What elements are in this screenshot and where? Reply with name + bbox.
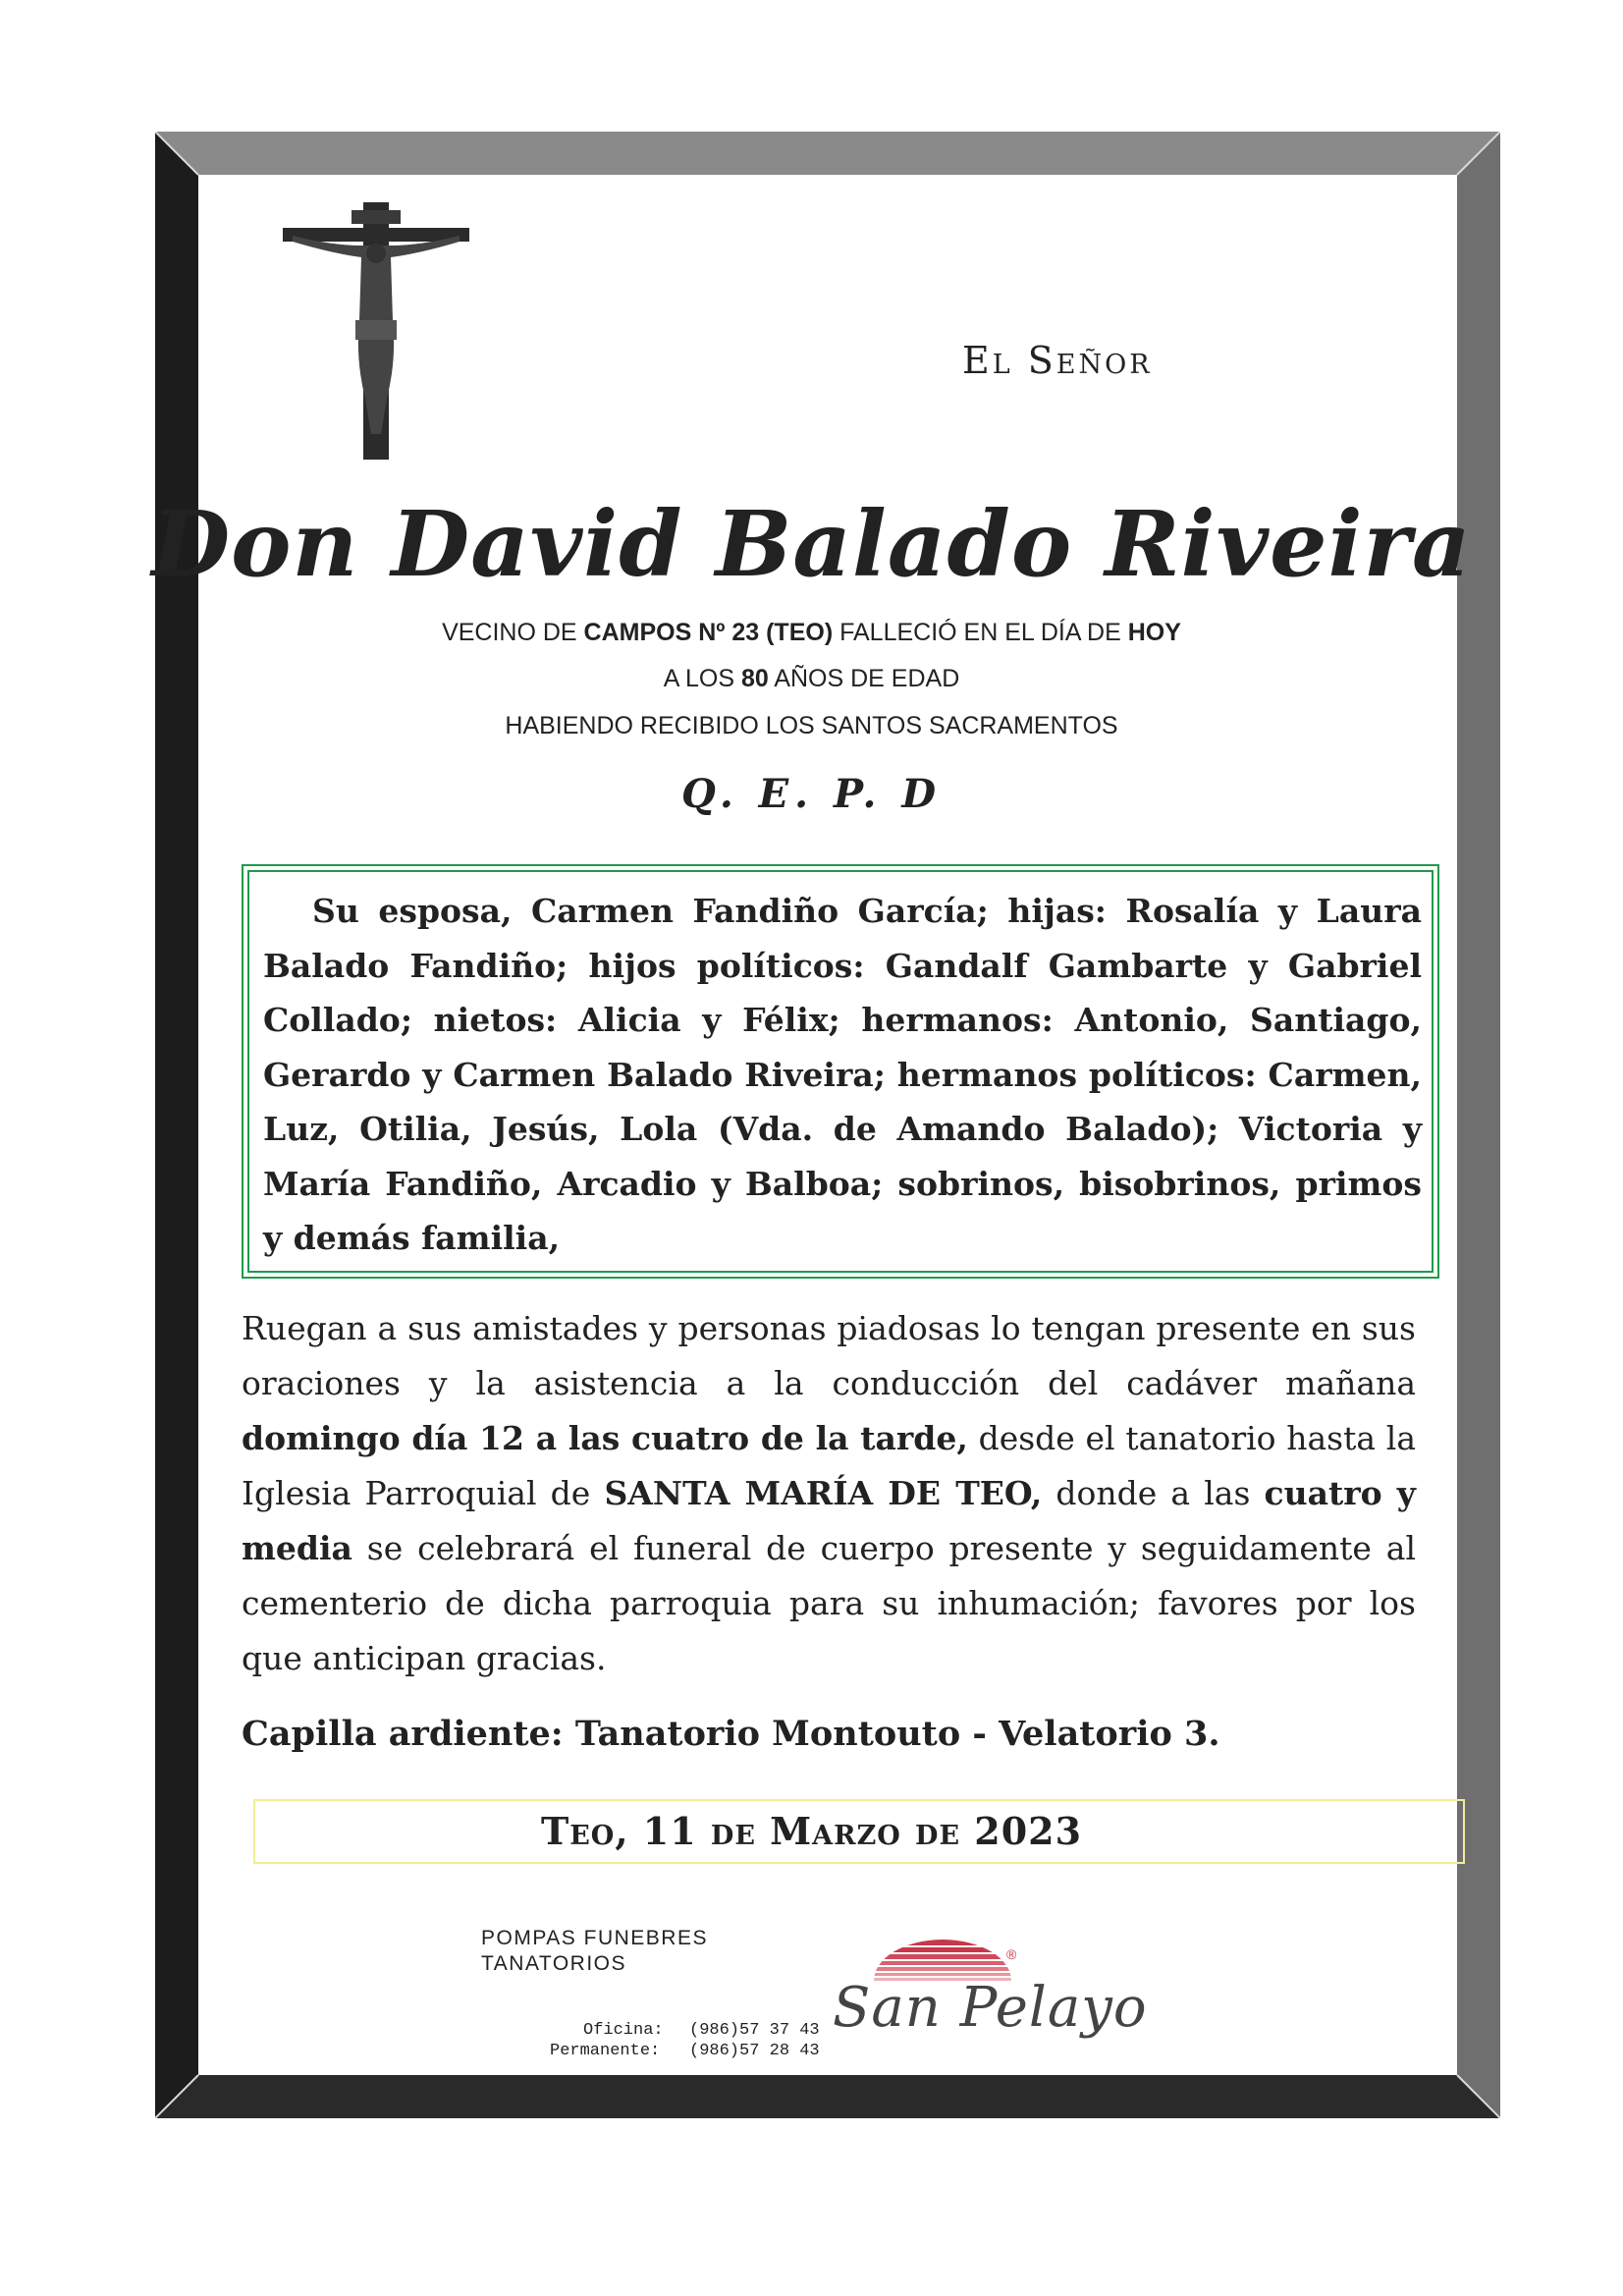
info-line-residence: VECINO DE CAMPOS Nº 23 (TEO) FALLECIÓ EN EL DÍA DE HOY [442,619,1181,646]
company-line2: TANATORIOS [481,1952,627,1975]
date-text: Teo, 11 de Marzo de 2023 [540,1809,1083,1853]
permanent-label: Permanente: [550,2042,661,2060]
logo-text: San Pelayo [833,1976,1148,2040]
heading-title: El Señor [962,339,1153,382]
crucifix-icon [283,202,469,460]
family-text: Su esposa, Carmen Fandiño García; hijas: Rosalía y Laura Balado Fandiño; hijos políticos: Gandalf Gambarte y Gabriel Collado; nietos: Alicia y Félix; hermanos: Antonio, Santiago, Gerardo y Carmen Balado Riveira; hermanos políticos: Carmen, Luz, Otilia, Jesús, Lola (Vda. de Amando Balado); Victoria y María Fandiño, Arcadio y Balboa; sobrinos, bisobrinos, primos y demás familia, [263,892,1422,1257]
permanent-phone: (986)57 28 43 [689,2042,820,2060]
registered-mark: ® [1006,1946,1017,1962]
info-line-age: A LOS 80 AÑOS DE EDAD [663,665,960,692]
company-line1: POMPAS FUNEBRES [481,1927,708,1949]
qepd-text: Q. E. P. D [680,771,943,817]
chapel-line: Capilla ardiente: Tanatorio Montouto - Velatorio 3. [242,1714,1220,1754]
family-box [242,864,1439,1279]
ceremony-paragraph: Ruegan a sus amistades y personas piadosas lo tengan presente en sus oraciones y la asistencia a la conducción del cadáver mañana domingo día 12 a las cuatro de la tarde, desde el tanatorio hasta la Iglesia Parroquial de SANTA MARÍA DE TEO, donde a las cuatro y media se celebrará el funeral de cuerpo presente y seguidamente al cementerio de dicha parroquia para su inhumación; favores por los que anticipan gracias. [242,1309,1416,1677]
deceased-name: Don David Balado Riveira [151,491,1472,597]
office-phone: (986)57 37 43 [689,2021,820,2040]
info-line-sacraments: HABIENDO RECIBIDO LOS SANTOS SACRAMENTOS [505,712,1118,739]
office-label: Oficina: [583,2021,664,2040]
